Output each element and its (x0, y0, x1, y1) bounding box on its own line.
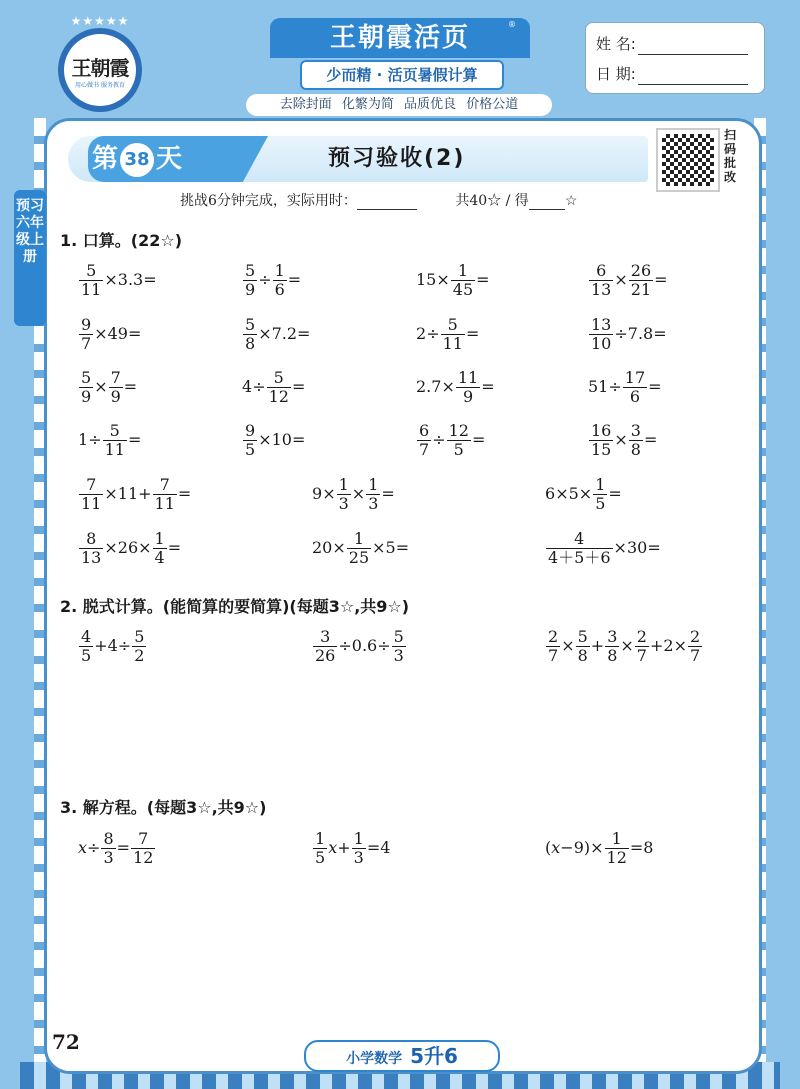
q2-problem: $\frac{4}{5}$ +4÷ $\frac{5}{2}$ (81, 627, 145, 665)
section-3-title: 3. 解方程。(每题3☆,共9☆) (60, 798, 267, 817)
q1-problem: 51÷ $\frac{17}{6}$ = (588, 368, 662, 406)
q1-problem: $\frac{7}{11}$ ×11+ $\frac{7}{11}$ = (81, 475, 192, 513)
q1-problem: $\frac{5}{9}$ ÷ $\frac{1}{6}$ = (245, 261, 302, 299)
footer-grade: 5升6 (410, 1044, 458, 1068)
q1-problem: 4÷ $\frac{5}{12}$ = (242, 368, 306, 406)
day-label: 第 38 天 (92, 140, 182, 178)
q1-problem: 6×5× $\frac{1}{5}$ = (545, 475, 622, 513)
section-2-title: 2. 脱式计算。(能简算的要简算)(每题3☆,共9☆) (60, 597, 410, 616)
q1-problem: $\frac{5}{9}$ × $\frac{7}{9}$ = (81, 368, 138, 406)
q1-problem: 1÷ $\frac{5}{11}$ = (78, 421, 142, 459)
name-label: 姓 名: (596, 35, 636, 53)
date-field[interactable] (638, 68, 748, 85)
qr-code-icon[interactable] (656, 128, 720, 192)
q1-problem: 2.7× $\frac{11}{9}$ = (416, 368, 495, 406)
q2-problem: $\frac{2}{7}$ × $\frac{5}{8}$ + $\frac{3}{8}$ × $\frac{2}{7}$ +2× $\frac{2}{7}$ (548, 627, 701, 665)
q1-problem: $\frac{6}{13}$ × $\frac{26}{21}$ = (591, 261, 668, 299)
page-number: 72 (52, 1030, 80, 1054)
q1-problem: $\frac{8}{13}$ ×26× $\frac{1}{4}$ = (81, 529, 182, 567)
registered-mark-icon: ® (508, 20, 516, 29)
q1-problem: $\frac{9}{7}$ ×49= (81, 315, 142, 353)
q1-problem: $\frac{5}{8}$ ×7.2= (245, 315, 311, 353)
publisher-logo (58, 14, 142, 112)
time-blank[interactable] (357, 195, 417, 210)
brand-subtitle: 少而精 · 活页暑假计算 (300, 60, 504, 90)
q1-problem: $\frac{6}{7}$ ÷ $\frac{12}{5}$ = (419, 421, 486, 459)
q1-problem: $\frac{5}{11}$ ×3.3= (81, 261, 157, 299)
q1-problem: $\frac{4}{4+5+6}$ ×30= (548, 529, 661, 567)
lesson-banner (68, 136, 648, 182)
day-number: 38 (120, 143, 154, 177)
name-field[interactable] (638, 38, 748, 55)
q1-problem: $\frac{13}{10}$ ÷7.8= (591, 315, 667, 353)
brand-title: 王朝霞活页 (329, 23, 470, 53)
logo-stars-icon: ★★★★★ (70, 14, 130, 28)
name-date-box (585, 22, 765, 94)
side-tab: 预习六年级上册 (14, 190, 46, 326)
section-1-title: 1. 口算。(22☆) (60, 231, 183, 250)
q1-problem: 2÷ $\frac{5}{11}$ = (416, 315, 480, 353)
logo-sub: 用心做书 服务教育 (75, 82, 125, 89)
q2-problem: $\frac{3}{26}$ ÷0.6÷ $\frac{5}{3}$ (315, 627, 404, 665)
scan-to-grade-label: 扫码批改 (723, 128, 736, 184)
q3-problem: (x−9)× $\frac{1}{12}$ =8 (545, 829, 654, 867)
q3-problem: $\frac{1}{5}$ x+ $\frac{1}{3}$ =4 (315, 829, 391, 867)
q1-problem: $\frac{9}{5}$ ×10= (245, 421, 306, 459)
footer-subject: 小学数学 (346, 1051, 403, 1067)
q1-problem: 20× $\frac{1}{25}$ ×5= (312, 529, 410, 567)
footer-label (304, 1040, 500, 1072)
q3-problem: x÷ $\frac{8}{3}$ = $\frac{7}{12}$ (78, 829, 154, 867)
slogan: 去除封面 化繁为简 品质优良 价格公道 (246, 94, 552, 116)
q1-problem: 15× $\frac{1}{45}$ = (416, 261, 490, 299)
challenge-line: 挑战6分钟完成，实际用时： 共40☆ / 得 ☆ (180, 193, 578, 209)
score-blank[interactable] (529, 195, 565, 210)
date-label: 日 期: (596, 65, 636, 83)
brand-header (270, 18, 530, 58)
q1-problem: 9× $\frac{1}{3}$ × $\frac{1}{3}$ = (312, 475, 395, 513)
q1-problem: $\frac{16}{15}$ × $\frac{3}{8}$ = (591, 421, 658, 459)
logo-text: 王朝霞 (71, 56, 129, 80)
lesson-title: 预习验收(2) (328, 146, 466, 171)
